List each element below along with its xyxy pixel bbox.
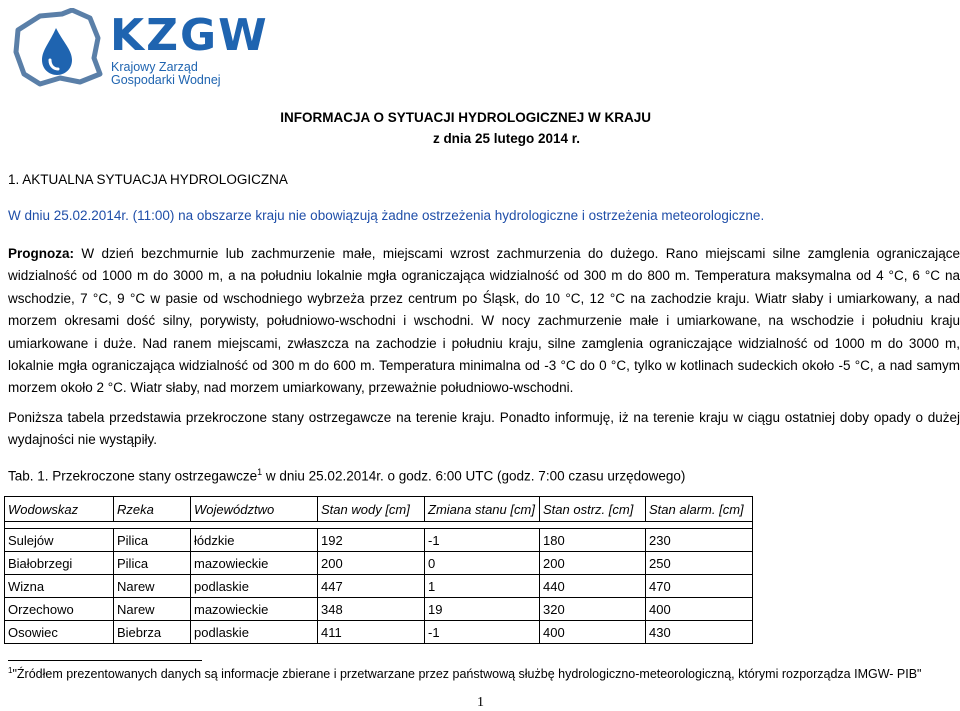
header-cell: Województwo	[191, 497, 318, 522]
table-row	[5, 621, 753, 644]
page-number: 1	[477, 695, 484, 710]
table-cell: 200	[540, 552, 646, 575]
table-caption-text: Tab. 1. Przekroczone stany ostrzegawcze	[8, 468, 258, 484]
header-cell: Wodowskaz	[5, 497, 114, 522]
footnote-marker: 1	[8, 666, 13, 675]
table-cell: podlaskie	[191, 575, 318, 598]
table-cell: mazowieckie	[191, 598, 318, 621]
table-cell: 470	[646, 575, 753, 598]
footnote-text: "Źródłem prezentowanych danych są informacje zbierane i przetwarzane przez państwową służbę hydrologiczno-meteorologiczną, którymi rozporządza IMGW- PIB"	[12, 667, 922, 682]
table-row	[5, 575, 753, 598]
section-heading: 1. AKTUALNA SYTUACJA HYDROLOGICZNA	[8, 172, 288, 187]
footnote	[8, 666, 922, 681]
table-cell: Orzechowo	[5, 598, 114, 621]
table-cell: Białobrzegi	[5, 552, 114, 575]
header-cell: Zmiana stanu [cm]	[425, 497, 540, 522]
forecast-text: W dzień bezchmurnie lub zachmurzenie małe, miejscami wzrost zachmurzenia do dużego. Rano miejscami silne zamglenia ograniczające widzialność od 1000 m do 3000 m, a na południu lokalnie mgła ograniczająca widzialność od 300 m do 800 m. Temperatura maksymalna od 4 °C, 6 °C na wschodzie, 7 °C, 9 °C w pasie od wschodniego wybrzeża przez centrum po Śląsk, do 10 °C, 12 °C na zachodzie kraju. Wiatr słaby i umiarkowany, a nad morzem okresami dość silny, porywisty, południowo-wschodni i wschodni. W nocy zachmurzenie małe i umiarkowane, na wschodzie i południu kraju umiarkowane i duże. Nad ranem miejscami, zwłaszcza na zachodzie i południu kraju, silne zamglenia ograniczające widzialność od 1000 m do 3000 m, lokalnie mgła ograniczająca widzialność od 300 m do 600 m. Temperatura minimalna od -3 °C do 0 °C, tylko w kotlinach sudeckich około -5 °C, a nad samym morzem około 2 °C. Wiatr słaby, nad morzem umiarkowany, przeważnie południowo-wschodni.	[8, 246, 960, 396]
header-cell: Stan wody [cm]	[318, 497, 425, 522]
table-cell: 400	[540, 621, 646, 644]
table-cell: 320	[540, 598, 646, 621]
table-cell: 192	[318, 529, 425, 552]
table-spacer	[5, 522, 753, 529]
table-cell: 430	[646, 621, 753, 644]
table-row	[5, 529, 753, 552]
header-cell: Rzeka	[114, 497, 191, 522]
table-cell: podlaskie	[191, 621, 318, 644]
table-cell: Osowiec	[5, 621, 114, 644]
table-caption	[8, 467, 685, 484]
table-cell: mazowieckie	[191, 552, 318, 575]
footnote-divider	[8, 660, 202, 661]
table-cell: 230	[646, 529, 753, 552]
table-row	[5, 552, 753, 575]
table-cell: Pilica	[114, 529, 191, 552]
table-cell: 0	[425, 552, 540, 575]
table-cell: 19	[425, 598, 540, 621]
table-cell: 348	[318, 598, 425, 621]
table-caption-text-end: w dniu 25.02.2014r. o godz. 6:00 UTC (godz. 7:00 czasu urzędowego)	[262, 468, 686, 484]
document-date: z dnia 25 lutego 2014 r.	[432, 131, 580, 146]
table-cell: 411	[318, 621, 425, 644]
warning-levels-table	[4, 496, 753, 644]
kzgw-logo	[10, 8, 269, 88]
table-cell: 400	[646, 598, 753, 621]
table-cell: łódzkie	[191, 529, 318, 552]
table-row	[5, 598, 753, 621]
table-cell: Pilica	[114, 552, 191, 575]
forecast-label: Prognoza:	[8, 246, 74, 261]
table-cell: -1	[425, 529, 540, 552]
header-cell: Stan ostrz. [cm]	[540, 497, 646, 522]
logo-subtitle-line1: Krajowy Zarząd	[111, 60, 198, 74]
footnote-ref: 1	[257, 467, 263, 477]
table-cell: 200	[318, 552, 425, 575]
table-cell: Biebrza	[114, 621, 191, 644]
table-cell: Narew	[114, 575, 191, 598]
warning-notice: W dniu 25.02.2014r. (11:00) na obszarze kraju nie obowiązują żadne ostrzeżenia hydrologiczne i ostrzeżenia meteorologiczne.	[8, 208, 765, 223]
intro-paragraph: Poniższa tabela przedstawia przekroczone stany ostrzegawcze na terenie kraju. Ponadto informuję, iż na terenie kraju w ciągu ostatniej doby opady o dużej wydajności nie wystąpiły.	[8, 410, 960, 448]
table-cell: Narew	[114, 598, 191, 621]
table-cell: -1	[425, 621, 540, 644]
table-cell: 447	[318, 575, 425, 598]
table-cell: 250	[646, 552, 753, 575]
header-cell: Stan alarm. [cm]	[646, 497, 753, 522]
table-cell: 440	[540, 575, 646, 598]
logo-title: KZGW	[110, 10, 269, 61]
forecast-paragraph	[8, 243, 960, 400]
table-cell: Sulejów	[5, 529, 114, 552]
table-header-row	[5, 497, 753, 522]
document-title: INFORMACJA O SYTUACJI HYDROLOGICZNEJ W KRAJU	[280, 110, 651, 125]
table-cell: Wizna	[5, 575, 114, 598]
poland-map-icon	[10, 8, 106, 88]
table-cell: 180	[540, 529, 646, 552]
table-cell: 1	[425, 575, 540, 598]
logo-subtitle-line2: Gospodarki Wodnej	[111, 73, 221, 87]
